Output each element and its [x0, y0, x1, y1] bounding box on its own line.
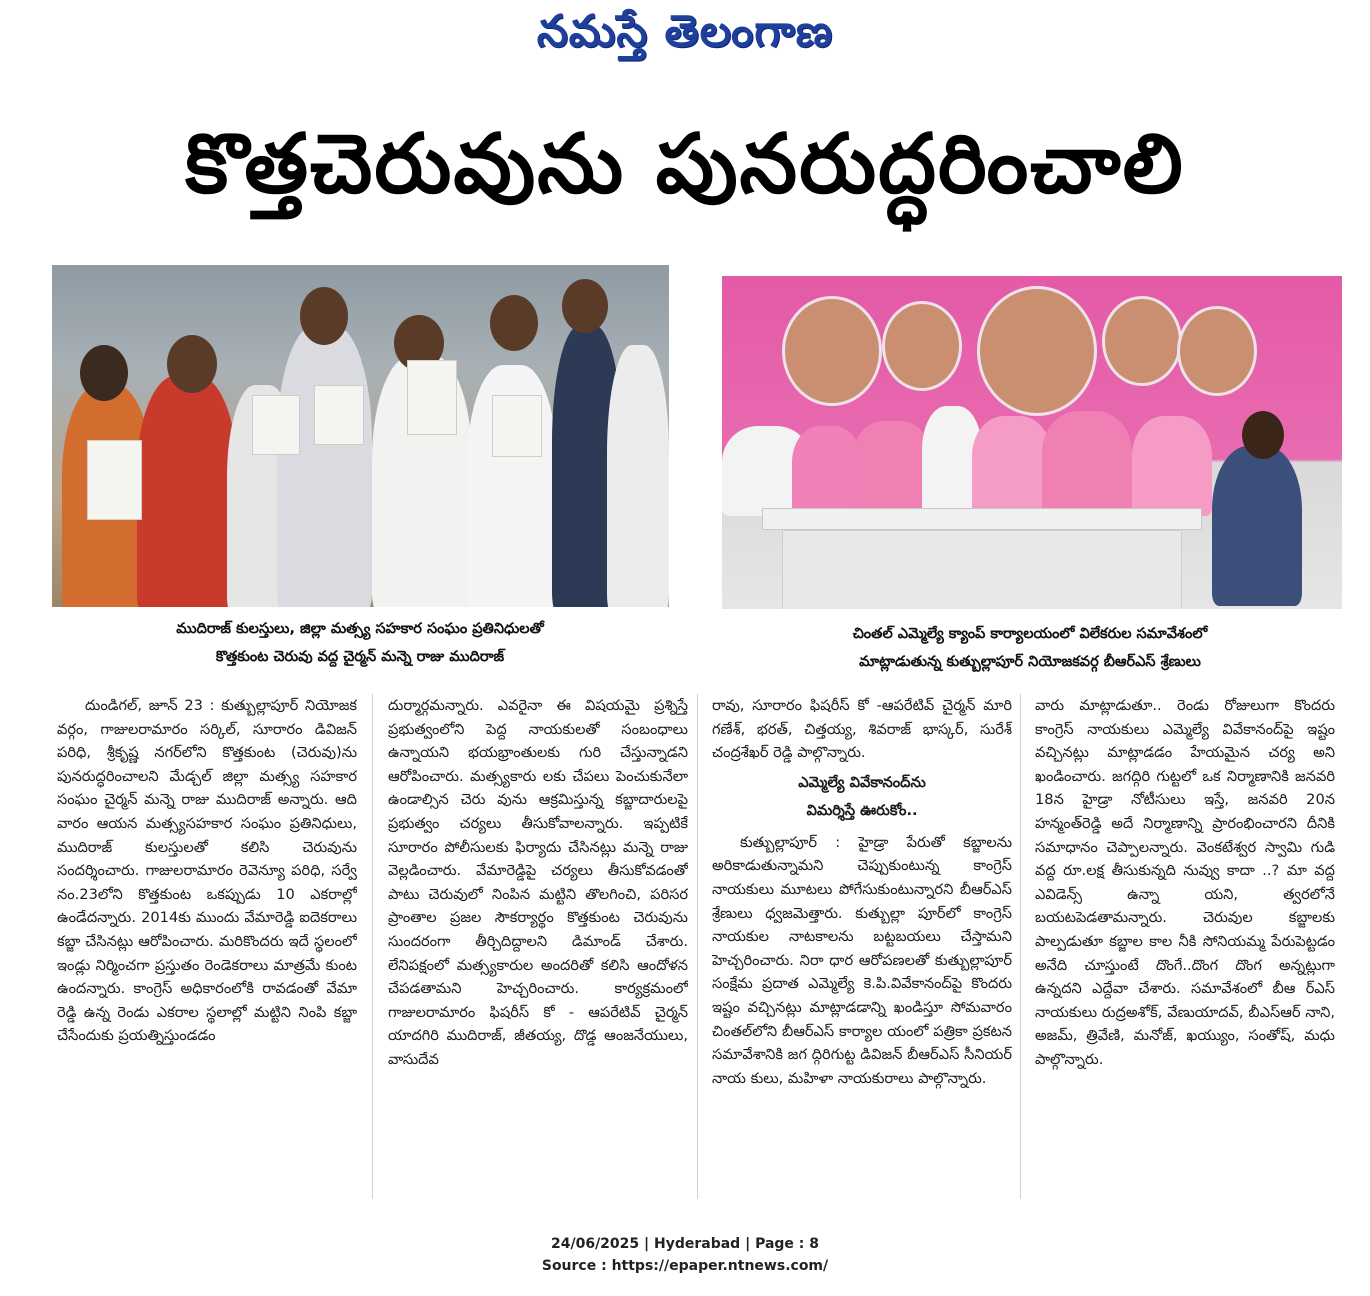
photo-caption-right-line2: మాట్లాడుతున్న కుత్బుల్లాపూర్ నియోజకవర్గ బీఆర్ఎస్ శ్రేణులు: [859, 654, 1201, 670]
article-column-2: [388, 694, 688, 1199]
article-text: రావు, సూరారం ఫిషరీస్ కో -ఆపరేటివ్ చైర్మన్ మారి గణేశ్, భరత్, చిత్తయ్య, శివరాజ్ భాస్కర్, సురేశ్ చంద్రశేఖర్ రెడ్డి పాల్గొన్నారు.: [712, 697, 1012, 762]
photo-caption-right-line1: చింతల్ ఎమ్మెల్యే క్యాంప్ కార్యాలయంలో విలేకరుల సమావేశంలో: [852, 626, 1208, 642]
article-text: దుండిగల్, జూన్ 23 : కుత్బుల్లాపూర్ నియోజక వర్గం, గాజులరామారం సర్కిల్, సూరారం డివిజన్ పరిధి, శ్రీకృష్ణ నగర్‌లోని కొత్తకుంట (చెరువు)ను పునరుద్ధరించాలని మేడ్చల్ జిల్లా మత్స్య సహకార సంఘం చైర్మన్ మన్నె రాజు ముదిరాజ్ అన్నారు. ఆది వారం ఆయన మత్స్యసహకార సంఘం ప్రతినిధులు, ముదిరాజ్ కులస్తులతో కలిసి చెరువును సందర్శించారు. గాజులరామారం రెవెన్యూ పరిధి, సర్వే నం.23లోని కొత్తకుంట ఒకప్పుడు 10 ఎకరాల్లో ఉండేదన్నారు. 2014కు ముందు వేమారెడ్డి ఐదెకరాలు కబ్జా చేసినట్లు ఆరోపించారు. మరికొందరు ఇదే స్థలంలో ఇండ్లు నిర్మించగా ప్రస్తుతం రెండెకరాలు మాత్రమే కుంట ఉందన్నారు. కాంగ్రెస్ అధికారంలోకి రావడంతో వేమా రెడ్డి ఉన్న రెండు ఎకరాల స్థలాల్లో మట్టిని నింపి కబ్జా చేసేందుకు ప్రయత్నిస్తుండడం: [57, 697, 357, 1045]
masthead-title: నమస్తే తెలంగాణ: [536, 6, 834, 57]
article-text: వారు మాట్లాడుతూ.. రెండు రోజులుగా కొందరు కాంగ్రెస్ నాయకులు ఎమ్మెల్యే వివేకానంద్‌పై ఇష్టం వచ్చినట్లు మాట్లాడడం హేయమైన చర్య అని ఖండించారు. జగద్గిరి గుట్టలో ఒక నిర్మాణానికి జనవరి 18న హైడ్రా నోటీసులు ఇస్తే, జనవరి 20న హన్మంత్‌రెడ్డి అదే నిర్మాణాన్ని ప్రారంభించారని దీనికి సమాధానం చెప్పాలన్నారు. వెంకటేశ్వర స్వామి గుడి వద్ద రూ.లక్ష తీసుకున్నది నువ్వు కాదా ..? మా వద్ద ఎవిడెన్స్ ఉన్నా యని, త్వరలోనే బయటపెడతామన్నారు. చెరువుల కబ్జాలకు పాల్పడుతూ కబ్జాల కాల నీకి సోనియమ్మ పేరుపెట్టడం అనేది చూస్తుంటే దొంగే..దొంగ దొంగ అన్నట్లుగా ఉన్నదని ఎద్దేవా చేశారు. సమావేశంలో బీఆ ర్ఎస్ నాయకులు రుద్రఅశోక్, వేణుయాదవ్, బీఎస్ఆర్ నాని, అజమ్, త్రివేణి, మనోజ్, ఖయ్యుం, సంతోష్, మధు పాల్గొన్నారు.: [1035, 697, 1335, 1068]
headline-text: కొత్తచెరువును పునరుద్ధరించాలి: [185, 117, 1185, 212]
article-column-4: [1035, 694, 1335, 1199]
photo-press-meet: [722, 276, 1342, 609]
article-text: దుర్మార్గమన్నారు. ఎవరైనా ఈ విషయమై ప్రశ్నిస్తే ప్రభుత్వంలోని పెద్ద నాయకులతో సంబంధాలు ఉన్నాయని భయభ్రాంతులకు గురి చేస్తున్నాడని ఆరోపించారు. మత్స్యకారు లకు చేపలు పెంచుకునేలా ఉండాల్సిన చెరు వును ఆక్రమిస్తున్న కబ్జాదారులపై ప్రభుత్వం చర్యలు తీసుకోవాలన్నారు. ఇప్పటికే సూరారం పోలీసులకు ఫిర్యాదు చేసినట్లు మన్నె రాజు వెల్లడించారు. వేమారెడ్డిపై చర్యలు తీసుకోవడంతో పాటు చెరువులో నింపిన మట్టిని తొలగించి, పరిసర ప్రాంతాల ప్రజల సౌకర్యార్థం కొత్తకుంట చెరువును సుందరంగా తీర్చిదిద్దాలని డిమాండ్ చేశారు. లేనిపక్షంలో మత్స్యకారుల అందరితో కలిసి ఆందోళన చేపడతామని హెచ్చరించారు. కార్యక్రమంలో గాజులరామారం ఫిషరీస్ కో - ఆపరేటివ్ చైర్మన్ యాదగిరి ముదిరాజ్, జీతయ్య, దొడ్డ ఆంజనేయులు, వాసుదేవ: [388, 697, 688, 1068]
photo-caption-left-line1: ముదిరాజ్ కులస్తులు, జిల్లా మత్స్య సహకార సంఘం ప్రతినిధులతో: [176, 621, 544, 637]
photo-caption-left: [70, 615, 650, 671]
footer-date-line: 24/06/2025 | Hyderabad | Page : 8: [550, 1236, 820, 1252]
photo-protest-group: [52, 265, 669, 607]
headline: [40, 100, 1330, 230]
column-divider: [697, 694, 698, 1199]
footer-source-line: Source : https://epaper.ntnews.com/: [541, 1258, 829, 1274]
article-column-1: [57, 694, 357, 1199]
subheading-line1: ఎమ్మెల్యే వివేకానంద్‌ను: [798, 773, 926, 791]
column-divider: [372, 694, 373, 1199]
article-text: కుత్బుల్లాపూర్ : హైడ్రా పేరుతో కబ్జాలను అరికాడుతున్నామని చెప్పుకుంటున్న కాంగ్రెస్ నాయకులు మూటలు పోగేసుకుంటున్నారని బీఆర్ఎస్ శ్రేణులు ధ్వజమెత్తారు. కుత్బుల్లా పూర్‌లో కాంగ్రెస్ నాయకుల నాటకాలను బట్టబయలు చేస్తామని హెచ్చరించారు. నిరా ధార ఆరోపణలతో కుత్బుల్లాపూర్ సంక్షేమ ప్రదాత ఎమ్మెల్యే కె.పి.వివేకానంద్‌పై కొందరు ఇష్టం వచ్చినట్లు మాట్లాడడాన్ని ఖండిస్తూ సోమవారం చింతల్‌లోని బీఆర్ఎస్ కార్యాల యంలో పత్రికా ప్రకటన సమావేశానికి జగ ద్గిరిగుట్ట డివిజన్ బీఆర్ఎస్ సీనియర్ నాయ కులు, మహిళా నాయకురాలు పాల్గొన్నారు.: [712, 833, 1012, 1087]
column-divider: [1020, 694, 1021, 1199]
photo-caption-right: [730, 620, 1330, 676]
subheading-line2: విమర్శిస్తే ఊరుకోం..: [806, 801, 918, 819]
article-column-3: [712, 694, 1012, 1199]
masthead-logo: [0, 6, 1370, 76]
photo-caption-left-line2: కొత్తకుంట చెరువు వద్ద చైర్మన్ మన్నె రాజు ముదిరాజ్: [215, 649, 505, 665]
subheading: [712, 769, 1012, 825]
